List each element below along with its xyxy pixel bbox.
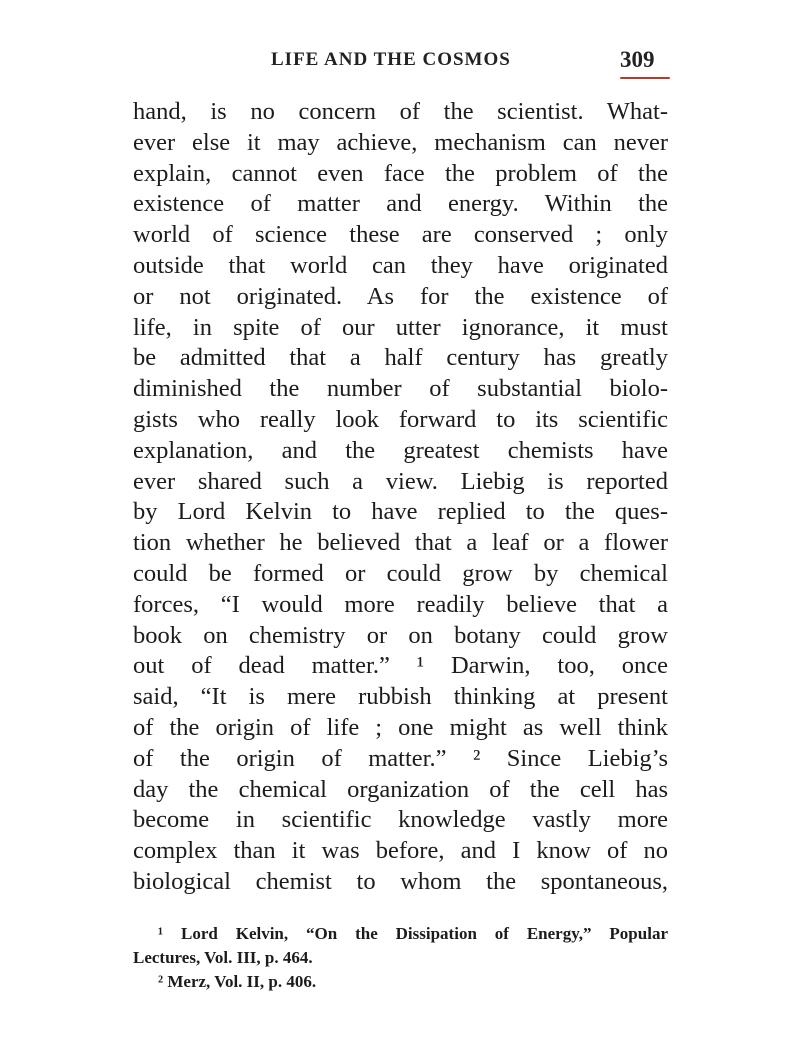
body-text [133,97,668,898]
page-number: 309 [620,47,655,72]
page-number-underline [620,77,670,79]
text-line: ever else it may achieve, mechanism can never [133,128,668,156]
text-line: outside that world can they have originated [133,251,668,279]
text-line: book on chemistry or on botany could grow [133,621,668,649]
text-line: explain, cannot even face the problem of the [133,159,668,187]
text-line: hand, is no concern of the scientist. What- [133,98,668,125]
text-line: by Lord Kelvin to have replied to the ques- [133,498,668,526]
text-line: out of dead matter.” ¹ Darwin, too, once [133,652,668,680]
footnotes [133,922,668,994]
text-line: biological chemist to whom the spontaneous, [133,867,668,895]
text-line: of the origin of matter.” ² Since Liebig’s [133,744,668,772]
text-line: day the chemical organization of the cell has [133,775,668,803]
running-title: LIFE AND THE COSMOS [271,49,511,70]
text-line: or not originated. As for the existence of [133,282,668,310]
text-line: tion whether he believed that a leaf or a flower [133,529,668,557]
text-line: said, “It is mere rubbish thinking at present [133,683,668,711]
text-line: forces, “I would more readily believe that a [133,590,668,618]
text-line: existence of matter and energy. Within the [133,190,668,218]
text-line: world of science these are conserved ; only [133,221,668,249]
footnote-1: ¹ Lord Kelvin, “On the Dissipation of Energy,” Popular [158,924,668,943]
text-line: become in scientific knowledge vastly more [133,806,668,834]
running-head [0,49,800,85]
text-line: complex than it was before, and I know of no [133,837,668,865]
text-line: of the origin of life ; one might as well think [133,713,668,741]
text-line: diminished the number of substantial biolo- [133,375,668,403]
text-line: explanation, and the greatest chemists have [133,436,668,464]
footnote-1-continuation: Lectures, Vol. III, p. 464. [133,948,313,967]
text-line: life, in spite of our utter ignorance, it must [133,313,668,341]
text-line: gists who really look forward to its scientific [133,405,668,433]
text-line: could be formed or could grow by chemical [133,559,668,587]
text-line: be admitted that a half century has greatly [133,344,668,372]
footnote-2: ² Merz, Vol. II, p. 406. [158,972,317,991]
text-line: ever shared such a view. Liebig is reported [133,467,668,495]
